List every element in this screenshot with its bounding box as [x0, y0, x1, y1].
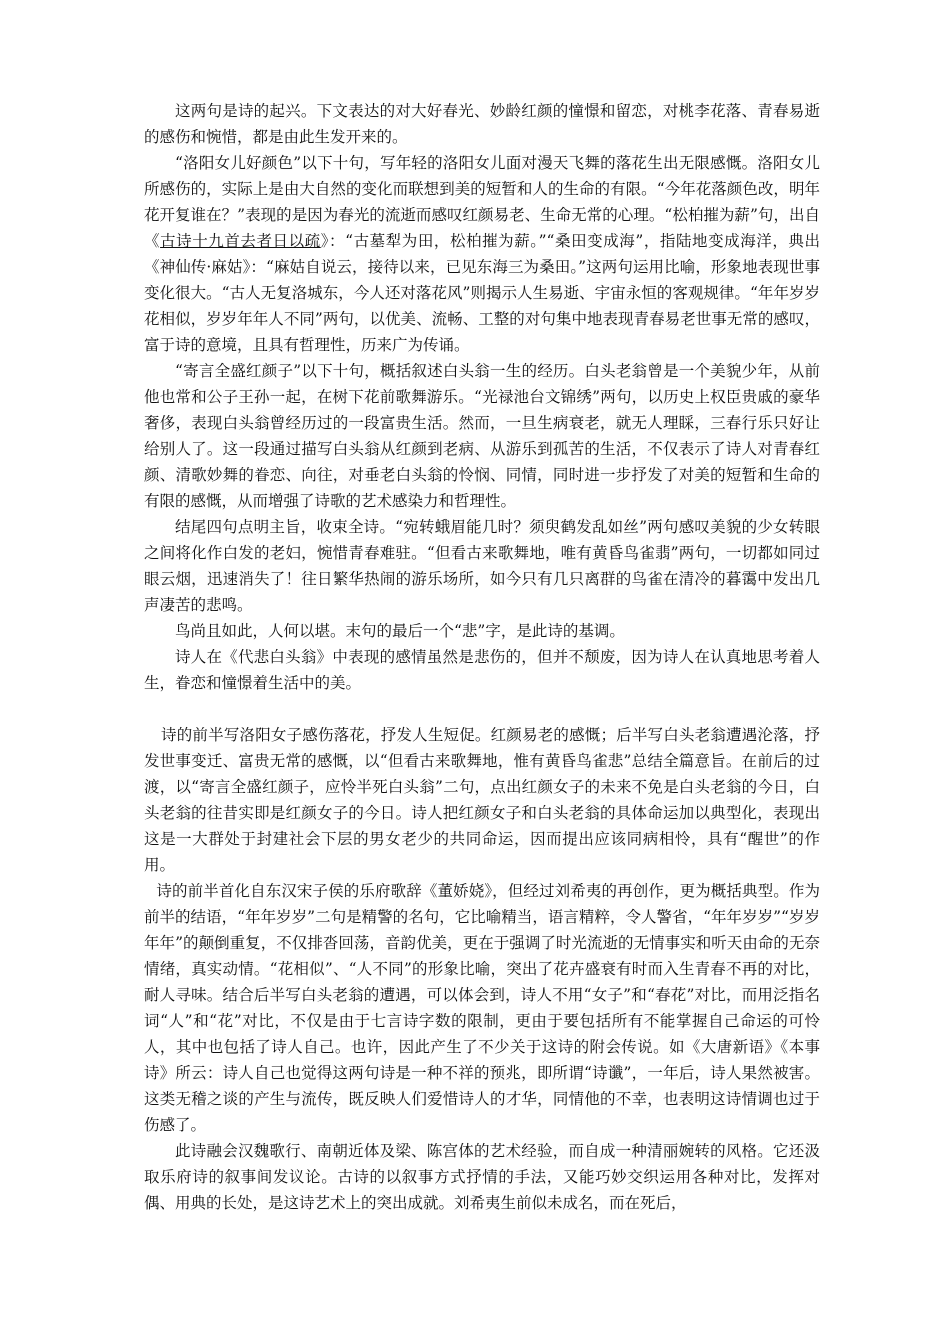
paragraph-keynote: 鸟尚且如此，人何以堪。末句的最后一个“悲”字，是此诗的基调。 — [175, 622, 625, 640]
paragraph-text: “洛阳女儿好颜色”以下十句，写年轻的洛阳女儿面对漫天飞舞的落花生出无限感慨。洛阳女儿所感伤的，实际上是由大自然的变化而联想到美的短暂和人的生命的有限。“今年花落颜色改，明年花开复谁在？”表现的是因为春光的流逝而感叹红颜易老、生命无常的心理。“松柏摧为薪”句，出自《 — [144, 154, 820, 250]
paragraph-gap — [144, 696, 820, 722]
paragraph-intro: 这两句是诗的起兴。下文表达的对大好春光、妙龄红颜的憧憬和留恋，对桃李花落、青春易逝的感伤和惋惜，都是由此生发开来的。 — [144, 102, 820, 146]
paragraph-origin: 诗的前半首化自东汉宋子侯的乐府歌辞《董娇娆》，但经过刘希夷的再创作，更为概括典型。作为前半的结语，“年年岁岁”二句是精警的名句，它比喻精当，语言精粹，令人警省，“年年岁岁”“岁岁年年”的颠倒重复，不仅排沓回荡，音韵优美，更在于强调了时光流逝的无情事实和听天由命的无奈情绪，真实动情。“花相似”、“人不同”的形象比喻，突出了花卉盛衰有时而入生青春不再的对比，耐人寻味。结合后半写白头老翁的遭遇，可以体会到，诗人不用“女子”和“春花”对比，而用泛指名词“人”和“花”对比，不仅是由于七言诗字数的限制，更由于要包括所有不能掌握自己命运的可怜人，其中也包括了诗人自己。也许，因此产生了不少关于这诗的附会传说。如《大唐新语》《本事诗》所云：诗人自己也觉得这两句诗是一种不祥的预兆，即所谓“诗谶”，一年后，诗人果然被害。这类无稽之谈的产生与流传，既反映人们爱惜诗人的才华，同情他的不幸，也表明这诗情调也过于伤感了。 — [144, 882, 820, 1134]
paragraph-ending: 结尾四句点明主旨，收束全诗。“宛转蛾眉能几时？须臾鹤发乱如丝”两句感叹美貌的少女转眼之间将化作白发的老妇，惋惜青春难驻。“但看古来歌舞地，唯有黄昏鸟雀翡”两句，一切都如同过眼云烟，迅速消失了！往日繁华热闹的游乐场所，如今只有几只离群的鸟雀在清冷的暮霭中发出几声凄苦的悲鸣。 — [144, 518, 820, 614]
paragraph-structure: 诗的前半写洛阳女子感伤落花，抒发人生短促。红颜易老的感慨；后半写白头老翁遭遇沦落，抒发世事变迁、富贵无常的感慨，以“但看古来歌舞地，惟有黄昏鸟雀悲”总结全篇意旨。在前后的过渡，以“寄言全盛红颜子，应怜半死白头翁”二句，点出红颜女子的未来不免是白头老翁的今日，白头老翁的往昔实即是红颜女子的今日。诗人把红颜女子和白头老翁的具体命运加以典型化，表现出这是一大群处于封建社会下层的男女老少的共同命运，因而提出应该同病相怜，具有“醒世”的作用。 — [144, 726, 820, 874]
paragraph-text: 》：“古墓犁为田，松柏摧为薪。”“桑田变成海”，指陆地变成海洋，典出《神仙传·麻姑》：“麻姑自说云，接待以来，已见东海三为桑田。”这两句运用比喻，形象地表现世事变化很大。“古人无复洛城东，今人还对落花风”则揭示人生易逝、宇宙永恒的客观规律。“年年岁岁花相似，岁岁年年人不同”两句，以优美、流畅、工整的对句集中地表现青春易老世事无常的感叹，富于诗的意境，且具有哲理性，历来广为传诵。 — [144, 232, 820, 354]
paragraph-old-man: “寄言全盛红颜子”以下十句，概括叙述白头翁一生的经历。白头老翁曾是一个美貌少年，从前他也常和公子王孙一起，在树下花前歌舞游乐。“光禄池台文锦绣”两句，以历史上权臣贵戚的豪华奢侈，表现白头翁曾经历过的一段富贵生活。然而，一旦生病衰老，就无人理睬，三春行乐只好让给别人了。这一段通过描写白头翁从红颜到老病、从游乐到孤苦的生活，不仅表示了诗人对青春红颜、清歌妙舞的眷恋、向往，对垂老白头翁的怜悯、同情，同时进一步抒发了对美的短暂和生命的有限的感慨，从而增强了诗歌的艺术感染力和哲理性。 — [144, 362, 820, 510]
paragraph-summary: 诗人在《代悲白头翁》中表现的感情虽然是悲伤的，但并不颓废，因为诗人在认真地思考着人生，眷恋和憧憬着生活中的美。 — [144, 648, 820, 692]
paragraph-style: 此诗融会汉魏歌行、南朝近体及梁、陈宫体的艺术经验，而自成一种清丽婉转的风格。它还汲取乐府诗的叙事间发议论。古诗的以叙事方式抒情的手法，又能巧妙交织运用各种对比，发挥对偶、用典的长处，是这诗艺术上的突出成就。刘希夷生前似未成名，而在死后， — [144, 1142, 820, 1212]
paragraph-luoyang-girl — [144, 150, 820, 358]
source-link[interactable]: 古诗十九首去者日以疏 — [160, 232, 321, 250]
document-body — [144, 98, 820, 1216]
